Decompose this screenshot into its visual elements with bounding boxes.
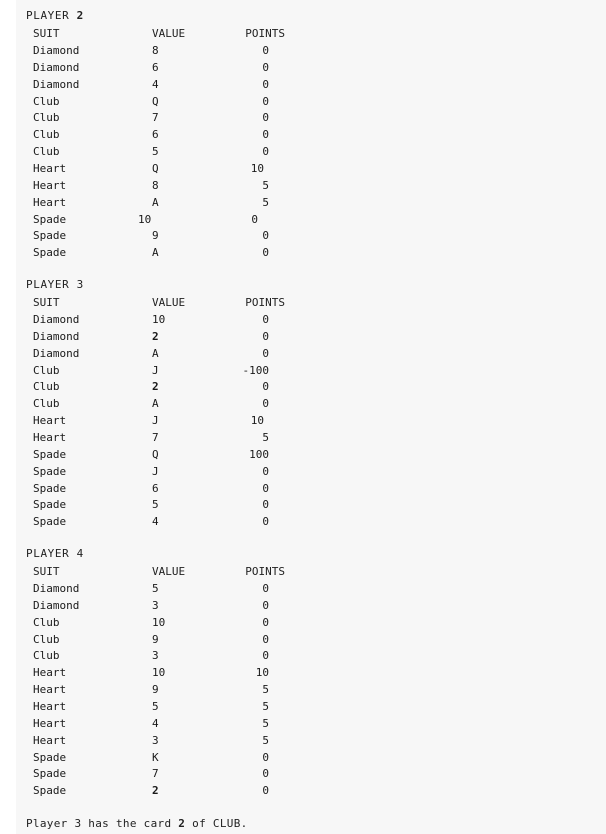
table-row xyxy=(0,614,606,631)
table-row xyxy=(0,311,606,328)
suit-cell: Spade xyxy=(33,767,67,781)
table-row xyxy=(0,109,606,126)
table-row xyxy=(0,580,606,597)
suit-cell: Heart xyxy=(33,666,67,680)
points-cell: 0 xyxy=(262,246,269,260)
suit-cell: Diamond xyxy=(33,77,80,91)
points-cell: 0 xyxy=(262,111,269,125)
table-row xyxy=(0,59,606,76)
player-number: 2 xyxy=(76,9,84,22)
suit-cell: Club xyxy=(33,145,60,159)
points-cell: 0 xyxy=(262,464,269,478)
value-cell: A xyxy=(152,397,159,411)
points-cell: 100 xyxy=(249,447,269,461)
value-cell: J xyxy=(152,363,159,377)
points-cell: 0 xyxy=(262,498,269,512)
points-cell: 0 xyxy=(262,767,269,781)
points-cell: 5 xyxy=(262,195,269,209)
value-cell: 10 xyxy=(138,212,152,226)
suit-cell: Spade xyxy=(33,481,67,495)
value-cell: 5 xyxy=(152,699,159,713)
suit-cell: Club xyxy=(33,397,60,411)
suit-cell: Club xyxy=(33,649,60,663)
suit-cell: Club xyxy=(33,128,60,142)
value-cell: 2 xyxy=(152,329,159,343)
points-cell: 0 xyxy=(262,649,269,663)
suit-cell: Club xyxy=(33,615,60,629)
table-row xyxy=(0,345,606,362)
points-cell: 5 xyxy=(262,733,269,747)
value-cell: 9 xyxy=(152,683,159,697)
points-cell: 0 xyxy=(262,94,269,108)
player-title xyxy=(26,277,84,293)
value-cell: 9 xyxy=(152,632,159,646)
points-cell: 0 xyxy=(262,128,269,142)
table-row xyxy=(0,211,606,228)
value-cell: 10 xyxy=(152,313,166,326)
points-cell: 0 xyxy=(262,784,269,798)
value-cell: 4 xyxy=(152,515,159,529)
result-post: of CLUB. xyxy=(185,817,248,830)
column-header-value: VALUE xyxy=(152,565,186,578)
result-message xyxy=(26,816,248,832)
value-cell: 7 xyxy=(152,767,159,781)
player-number: 4 xyxy=(76,547,84,560)
suit-cell: Club xyxy=(33,632,60,646)
points-cell: 0 xyxy=(262,632,269,646)
table-row xyxy=(0,765,606,782)
value-cell: Q xyxy=(152,447,159,461)
points-cell: 0 xyxy=(262,145,269,159)
table-row xyxy=(0,480,606,497)
value-cell: 8 xyxy=(152,178,159,192)
suit-cell: Diamond xyxy=(33,44,80,57)
table-header xyxy=(0,25,606,42)
suit-cell: Club xyxy=(33,380,60,394)
value-cell: 8 xyxy=(152,44,159,57)
suit-cell: Spade xyxy=(33,212,67,226)
value-cell: 5 xyxy=(152,498,159,512)
suit-cell: Diamond xyxy=(33,598,80,612)
table-row xyxy=(0,194,606,211)
value-cell: 7 xyxy=(152,430,159,444)
value-cell: J xyxy=(152,464,159,478)
suit-cell: Spade xyxy=(33,229,67,243)
table-row xyxy=(0,328,606,345)
table-row xyxy=(0,378,606,395)
points-cell: 0 xyxy=(262,515,269,529)
column-header-value: VALUE xyxy=(152,27,186,40)
player-title xyxy=(26,8,84,24)
suit-cell: Heart xyxy=(33,195,67,209)
value-cell: A xyxy=(152,246,159,260)
value-cell: J xyxy=(152,414,159,428)
value-cell: 2 xyxy=(152,380,159,394)
value-cell: 9 xyxy=(152,229,159,243)
value-cell: Q xyxy=(152,94,159,108)
suit-cell: Heart xyxy=(33,683,67,697)
table-row xyxy=(0,446,606,463)
table-row xyxy=(0,647,606,664)
suit-cell: Heart xyxy=(33,733,67,747)
table-header xyxy=(0,563,606,580)
value-cell: 2 xyxy=(152,784,159,798)
table-row xyxy=(0,513,606,530)
table-row xyxy=(0,412,606,429)
points-cell: 0 xyxy=(262,346,269,360)
suit-cell: Club xyxy=(33,111,60,125)
points-cell: -100 xyxy=(242,363,269,377)
points-cell: 5 xyxy=(262,178,269,192)
table-row xyxy=(0,732,606,749)
suit-cell: Spade xyxy=(33,246,67,260)
value-cell: A xyxy=(152,346,159,360)
value-cell: 4 xyxy=(152,716,159,730)
points-cell: 0 xyxy=(262,229,269,243)
column-header-points: POINTS xyxy=(245,565,285,578)
player-title-prefix: PLAYER xyxy=(26,278,77,291)
table-row xyxy=(0,395,606,412)
suit-cell: Heart xyxy=(33,430,67,444)
value-cell: Q xyxy=(152,161,159,175)
suit-cell: Spade xyxy=(33,784,67,798)
suit-cell: Diamond xyxy=(33,346,80,360)
suit-cell: Spade xyxy=(33,498,67,512)
table-row xyxy=(0,597,606,614)
points-cell: 0 xyxy=(262,750,269,764)
value-cell: 10 xyxy=(152,666,166,680)
table-row xyxy=(0,496,606,513)
table-row xyxy=(0,429,606,446)
suit-cell: Club xyxy=(33,94,60,108)
suit-cell: Heart xyxy=(33,161,67,175)
value-cell: 5 xyxy=(152,145,159,159)
table-row xyxy=(0,782,606,799)
points-cell: 0 xyxy=(262,44,269,57)
points-cell: 10 xyxy=(250,161,264,175)
suit-cell: Diamond xyxy=(33,313,80,326)
result-card: 2 xyxy=(178,817,186,830)
player-title-prefix: PLAYER xyxy=(26,547,77,560)
suit-cell: Heart xyxy=(33,716,67,730)
value-cell: 6 xyxy=(152,128,159,142)
points-cell: 0 xyxy=(251,212,258,226)
value-cell: 6 xyxy=(152,60,159,74)
suit-cell: Spade xyxy=(33,515,67,529)
table-row xyxy=(0,244,606,261)
suit-cell: Heart xyxy=(33,414,67,428)
table-row xyxy=(0,463,606,480)
value-cell: K xyxy=(152,750,159,764)
points-cell: 0 xyxy=(262,329,269,343)
table-row xyxy=(0,664,606,681)
table-row xyxy=(0,681,606,698)
table-row xyxy=(0,227,606,244)
value-cell: 3 xyxy=(152,598,159,612)
suit-cell: Spade xyxy=(33,447,67,461)
column-header-points: POINTS xyxy=(245,27,285,40)
table-row xyxy=(0,749,606,766)
table-row xyxy=(0,143,606,160)
suit-cell: Spade xyxy=(33,464,67,478)
table-header xyxy=(0,294,606,311)
value-cell: 3 xyxy=(152,733,159,747)
player-title-prefix: PLAYER xyxy=(26,9,77,22)
result-pre: Player 3 has the card xyxy=(26,817,179,830)
points-cell: 5 xyxy=(262,430,269,444)
table-row xyxy=(0,126,606,143)
points-cell: 0 xyxy=(262,60,269,74)
points-cell: 0 xyxy=(262,380,269,394)
column-header-value: VALUE xyxy=(152,296,186,309)
table-row xyxy=(0,160,606,177)
points-cell: 0 xyxy=(262,313,269,326)
suit-cell: Diamond xyxy=(33,329,80,343)
table-row xyxy=(0,631,606,648)
suit-cell: Heart xyxy=(33,178,67,192)
points-cell: 5 xyxy=(262,699,269,713)
value-cell: 10 xyxy=(152,615,166,629)
points-cell: 0 xyxy=(262,582,269,595)
value-cell: 4 xyxy=(152,77,159,91)
points-cell: 10 xyxy=(250,414,264,428)
table-row xyxy=(0,42,606,59)
column-header-suit: SUIT xyxy=(33,565,60,578)
column-header-suit: SUIT xyxy=(33,27,60,40)
player-number: 3 xyxy=(76,278,84,291)
suit-cell: Club xyxy=(33,363,60,377)
points-cell: 0 xyxy=(262,77,269,91)
value-cell: 3 xyxy=(152,649,159,663)
table-row xyxy=(0,93,606,110)
table-row xyxy=(0,362,606,379)
table-row xyxy=(0,76,606,93)
points-cell: 0 xyxy=(262,598,269,612)
suit-cell: Spade xyxy=(33,750,67,764)
points-cell: 0 xyxy=(262,397,269,411)
value-cell: 7 xyxy=(152,111,159,125)
suit-cell: Diamond xyxy=(33,582,80,595)
table-row xyxy=(0,177,606,194)
suit-cell: Diamond xyxy=(33,60,80,74)
column-header-suit: SUIT xyxy=(33,296,60,309)
column-header-points: POINTS xyxy=(245,296,285,309)
points-cell: 0 xyxy=(262,481,269,495)
points-cell: 5 xyxy=(262,716,269,730)
value-cell: A xyxy=(152,195,159,209)
points-cell: 5 xyxy=(262,683,269,697)
table-row xyxy=(0,698,606,715)
value-cell: 6 xyxy=(152,481,159,495)
points-cell: 0 xyxy=(262,615,269,629)
table-row xyxy=(0,715,606,732)
player-title xyxy=(26,546,84,562)
points-cell: 10 xyxy=(255,666,269,680)
suit-cell: Heart xyxy=(33,699,67,713)
value-cell: 5 xyxy=(152,582,159,595)
